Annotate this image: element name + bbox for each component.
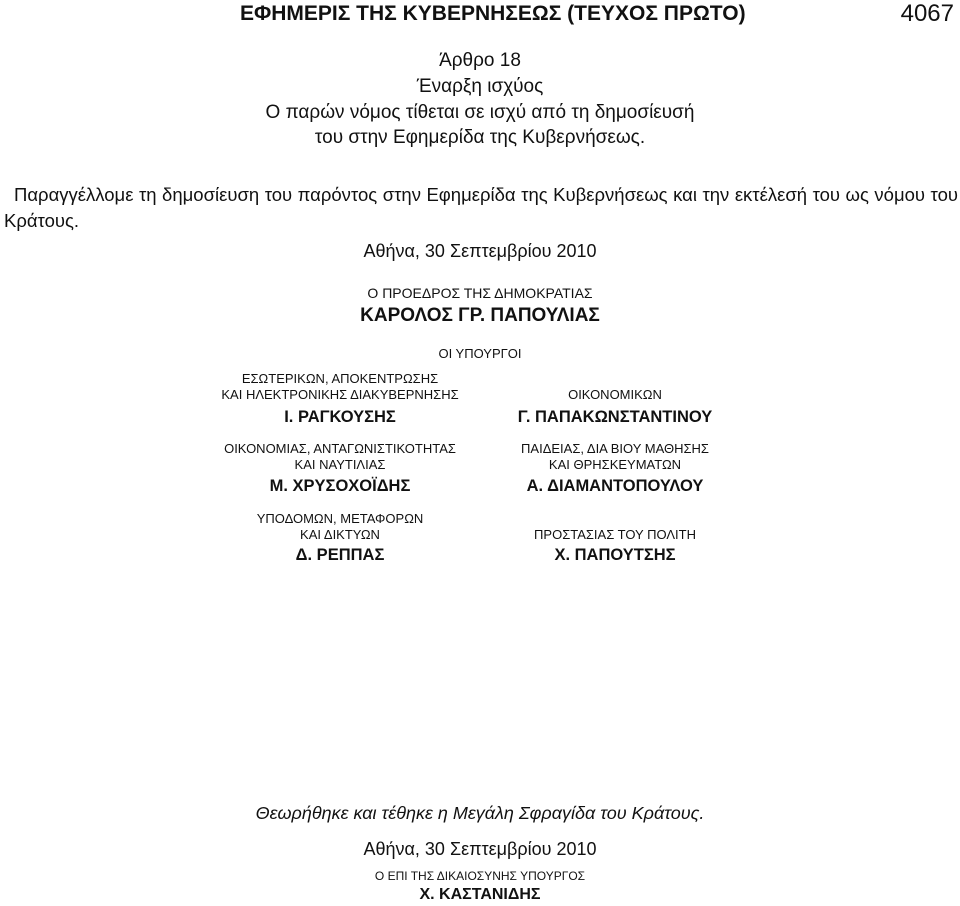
minister-4-portfolio-line-1: ΠΑΙΔΕΙΑΣ, ΔΙΑ ΒΙΟΥ ΜΑΘΗΣΗΣ [521, 441, 709, 456]
president-title: Ο ΠΡΟΕΔΡΟΣ ΤΗΣ ΔΗΜΟΚΡΑΤΙΑΣ [367, 285, 593, 301]
minister-1-portfolio-line-1: ΕΣΩΤΕΡΙΚΩΝ, ΑΠΟΚΕΝΤΡΩΣΗΣ [241, 371, 439, 386]
minister-3-name: Μ. ΧΡΥΣΟΧΟΪΔΗΣ [269, 477, 411, 495]
president-name: ΚΑΡΟΛΟΣ ΓΡ. ΠΑΠΟΥΛΙΑΣ [360, 305, 600, 326]
minister-2-name: Γ. ΠΑΠΑΚΩΝΣΤΑΝΤΙΝΟΥ [517, 408, 713, 426]
justice-minister-name: Χ. ΚΑΣΤΑΝΙΔΗΣ [419, 886, 541, 903]
minister-4-name: Α. ΔΙΑΜΑΝΤΟΠΟΥΛΟΥ [526, 477, 704, 495]
date-line: Αθήνα, 30 Σεπτεμβρίου 2010 [363, 241, 597, 261]
seal-statement: Θεωρήθηκε και τέθηκε η Μεγάλη Σφραγίδα του Κράτους. [255, 803, 705, 823]
minister-4-portfolio-line-2: ΚΑΙ ΘΡΗΣΚΕΥΜΑΤΩΝ [548, 457, 682, 472]
minister-5-portfolio-line-1: ΥΠΟΔΟΜΩΝ, ΜΕΤΑΦΟΡΩΝ [256, 511, 424, 526]
minister-1-portfolio-line-2: ΚΑΙ ΗΛΕΚΤΡΟΝΙΚΗΣ ΔΙΑΚΥΒΕΡΝΗΣΗΣ [221, 387, 459, 402]
minister-2-portfolio: ΟΙΚΟΝΟΜΙΚΩΝ [568, 387, 662, 402]
gazette-header-title: ΕΦΗΜΕΡΙΣ ΤΗΣ ΚΥΒΕΡΝΗΣΕΩΣ (ΤΕΥΧΟΣ ΠΡΩΤΟ) [240, 2, 746, 25]
minister-6-portfolio: ΠΡΟΣΤΑΣΙΑΣ ΤΟΥ ΠΟΛΙΤΗ [534, 527, 696, 542]
minister-5-portfolio-line-2: ΚΑΙ ΔΙΚΤΥΩΝ [300, 527, 380, 542]
minister-6-name: Χ. ΠΑΠΟΥΤΣΗΣ [554, 546, 676, 564]
article-number: Άρθρο 18 [439, 50, 521, 71]
minister-3-portfolio-line-1: ΟΙΚΟΝΟΜΙΑΣ, ΑΝΤΑΓΩΝΙΣΤΙΚΟΤΗΤΑΣ [224, 441, 456, 456]
justice-minister-title: Ο ΕΠΙ ΤΗΣ ΔΙΚΑΙΟΣΥΝΗΣ ΥΠΟΥΡΓΟΣ [374, 869, 586, 883]
minister-3-portfolio-line-2: ΚΑΙ ΝΑΥΤΙΛΙΑΣ [294, 457, 386, 472]
article-text-line-1: Ο παρών νόμος τίθεται σε ισχύ από τη δημοσίευσή [265, 102, 695, 123]
minister-1-name: Ι. ΡΑΓΚΟΥΣΗΣ [284, 408, 396, 426]
ministers-heading: ΟΙ ΥΠΟΥΡΓΟΙ [438, 346, 522, 361]
article-text-line-2: του στην Εφημερίδα της Κυβερνήσεως. [314, 127, 646, 148]
seal-date-line: Αθήνα, 30 Σεπτεμβρίου 2010 [363, 839, 597, 859]
article-title: Έναρξη ισχύος [416, 76, 544, 97]
minister-5-name: Δ. ΡΕΠΠΑΣ [295, 546, 385, 564]
order-paragraph: Παραγγέλλομε τη δημοσίευση του παρόντος στην Εφημερίδα της Κυβερνήσεως και την εκτέλεσή του ως νόμου του Κράτους. [4, 184, 958, 231]
page-number: 4067 [900, 0, 954, 27]
